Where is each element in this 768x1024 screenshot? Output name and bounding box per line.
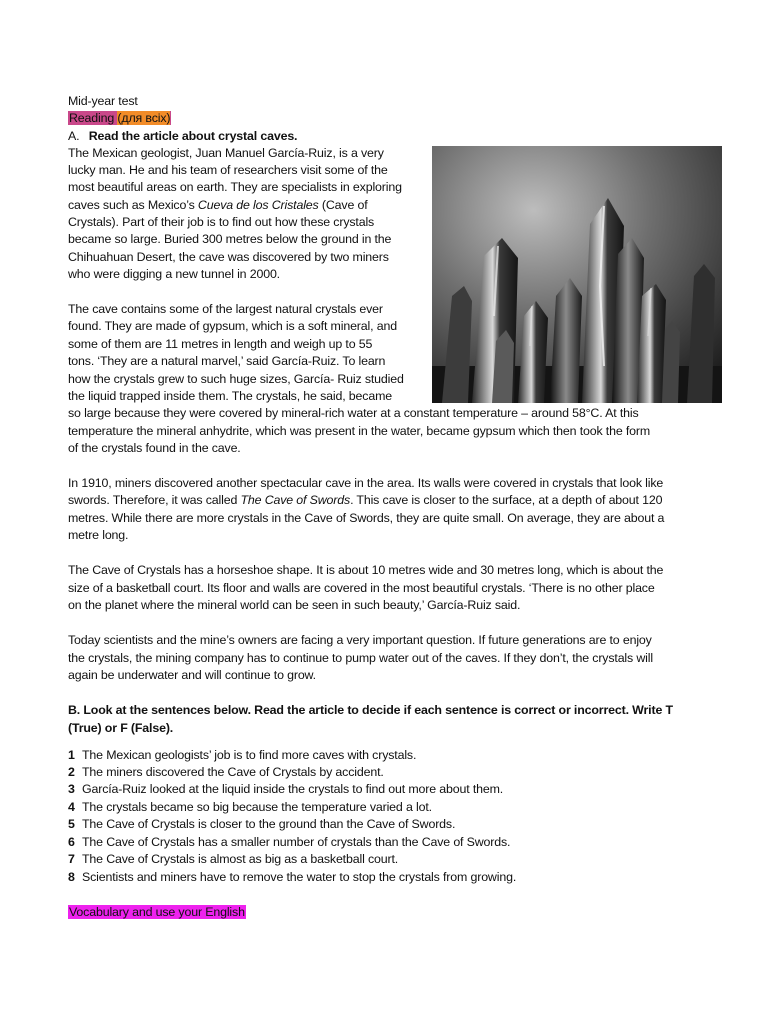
question-number: 1 xyxy=(68,748,75,762)
article-line: The cave contains some of the largest natural crystals ever xyxy=(68,302,383,316)
task-b-instruction-cont: (True) or F (False). xyxy=(68,721,174,735)
question-item xyxy=(68,851,398,868)
question-number: 2 xyxy=(68,765,75,779)
task-a-letter: A. xyxy=(68,129,80,143)
reading-note: (для всіх) xyxy=(117,111,171,125)
article-text: caves such as Mexico’s xyxy=(68,198,198,212)
crystal-cave-photo xyxy=(432,146,722,403)
question-item xyxy=(68,781,503,798)
vocab-heading-highlight: Vocabulary and use your English xyxy=(69,905,245,919)
article-line: most beautiful areas on earth. They are specialists in exploring xyxy=(68,180,402,194)
article-line: The Mexican geologist, Juan Manuel García-Ruiz, is a very xyxy=(68,146,384,160)
question-item xyxy=(68,764,384,781)
vocab-heading xyxy=(68,904,246,921)
question-item xyxy=(68,799,432,816)
article-line: the crystals, the mining company has to continue to pump water out of the caves. If they don’t, the crystals will xyxy=(68,651,653,665)
article-line: the liquid trapped inside them. The crystals, he said, became xyxy=(68,389,392,403)
article-line: temperature the mineral anhydrite, which was present in the water, became gypsum which then took the form xyxy=(68,424,651,438)
article-line: of the crystals found in the cave. xyxy=(68,441,241,455)
article-line: on the planet where the mineral world can be seen in such beauty,’ García-Ruiz said. xyxy=(68,598,521,612)
question-text: García-Ruiz looked at the liquid inside the crystals to find out more about them. xyxy=(82,782,504,796)
section-reading-heading xyxy=(68,110,171,127)
question-number: 5 xyxy=(68,817,75,831)
article-line: Chihuahuan Desert, the cave was discovered by two miners xyxy=(68,250,389,264)
test-title: Mid-year test xyxy=(68,94,138,108)
article-line: metres. While there are more crystals in the Cave of Swords, they are quite small. On average, they are about a xyxy=(68,511,665,525)
article-text: (Cave of xyxy=(318,198,368,212)
article-line: tons. ‘They are a natural marvel,’ said García-Ruiz. To learn xyxy=(68,354,386,368)
question-number: 6 xyxy=(68,835,75,849)
question-item xyxy=(68,747,416,764)
question-text: The Cave of Crystals is closer to the ground than the Cave of Swords. xyxy=(82,817,456,831)
question-number: 4 xyxy=(68,800,75,814)
task-b-instruction: B. Look at the sentences below. Read the article to decide if each sentence is correct or incorrect. Write T xyxy=(68,703,673,717)
article-line: In 1910, miners discovered another spectacular cave in the area. Its walls were covered in crystals that look like xyxy=(68,476,664,490)
article-line: Crystals). Part of their job is to find out how these crystals xyxy=(68,215,375,229)
question-number: 3 xyxy=(68,782,75,796)
article-line: metre long. xyxy=(68,528,129,542)
question-number: 7 xyxy=(68,852,75,866)
cave-name-italic: Cueva de los Cristales xyxy=(197,198,319,212)
article-line: how the crystals grew to such huge sizes, García- Ruiz studied xyxy=(68,372,404,386)
article-line: again be underwater and will continue to grow. xyxy=(68,668,316,682)
article-line: found. They are made of gypsum, which is a soft mineral, and xyxy=(68,319,397,333)
question-item xyxy=(68,834,510,851)
reading-label: Reading xyxy=(69,111,115,125)
question-text: The Cave of Crystals is almost as big as a basketball court. xyxy=(82,852,399,866)
article-text: . This cave is closer to the surface, at a depth of about 120 xyxy=(350,493,663,507)
article-line: The Cave of Crystals has a horseshoe shape. It is about 10 metres wide and 30 metres long, which is about the xyxy=(68,563,664,577)
article-line: some of them are 11 metres in length and weigh up to 55 xyxy=(68,337,373,351)
article-line: became so large. Buried 300 metres below the ground in the xyxy=(68,232,392,246)
question-number: 8 xyxy=(68,870,75,884)
task-a-instruction: Read the article about crystal caves. xyxy=(88,129,298,143)
question-text: Scientists and miners have to remove the water to stop the crystals from growing. xyxy=(82,870,517,884)
question-item xyxy=(68,816,455,833)
article-line: Today scientists and the mine’s owners are facing a very important question. If future generations are to enjoy xyxy=(68,633,652,647)
cave-of-swords-italic: The Cave of Swords xyxy=(240,493,351,507)
article-line: so large because they were covered by mineral-rich water at a constant temperature – around 58°C. At this xyxy=(68,406,639,420)
article-line: who were digging a new tunnel in 2000. xyxy=(68,267,280,281)
article-text: swords. Therefore, it was called xyxy=(68,493,241,507)
article-line xyxy=(68,492,662,509)
question-item xyxy=(68,869,516,886)
article-line: lucky man. He and his team of researchers visit some of the xyxy=(68,163,388,177)
article-line: size of a basketball court. Its floor and walls are covered in the most beautiful crystals. ‘There is no other place xyxy=(68,581,655,595)
reading-highlight xyxy=(68,111,171,125)
question-text: The miners discovered the Cave of Crystals by accident. xyxy=(82,765,384,779)
article-line xyxy=(68,197,368,214)
question-text: The crystals became so big because the temperature varied a lot. xyxy=(82,800,432,814)
question-text: The Mexican geologists’ job is to find more caves with crystals. xyxy=(82,748,417,762)
question-text: The Cave of Crystals has a smaller number of crystals than the Cave of Swords. xyxy=(82,835,511,849)
task-a-heading xyxy=(68,128,297,145)
